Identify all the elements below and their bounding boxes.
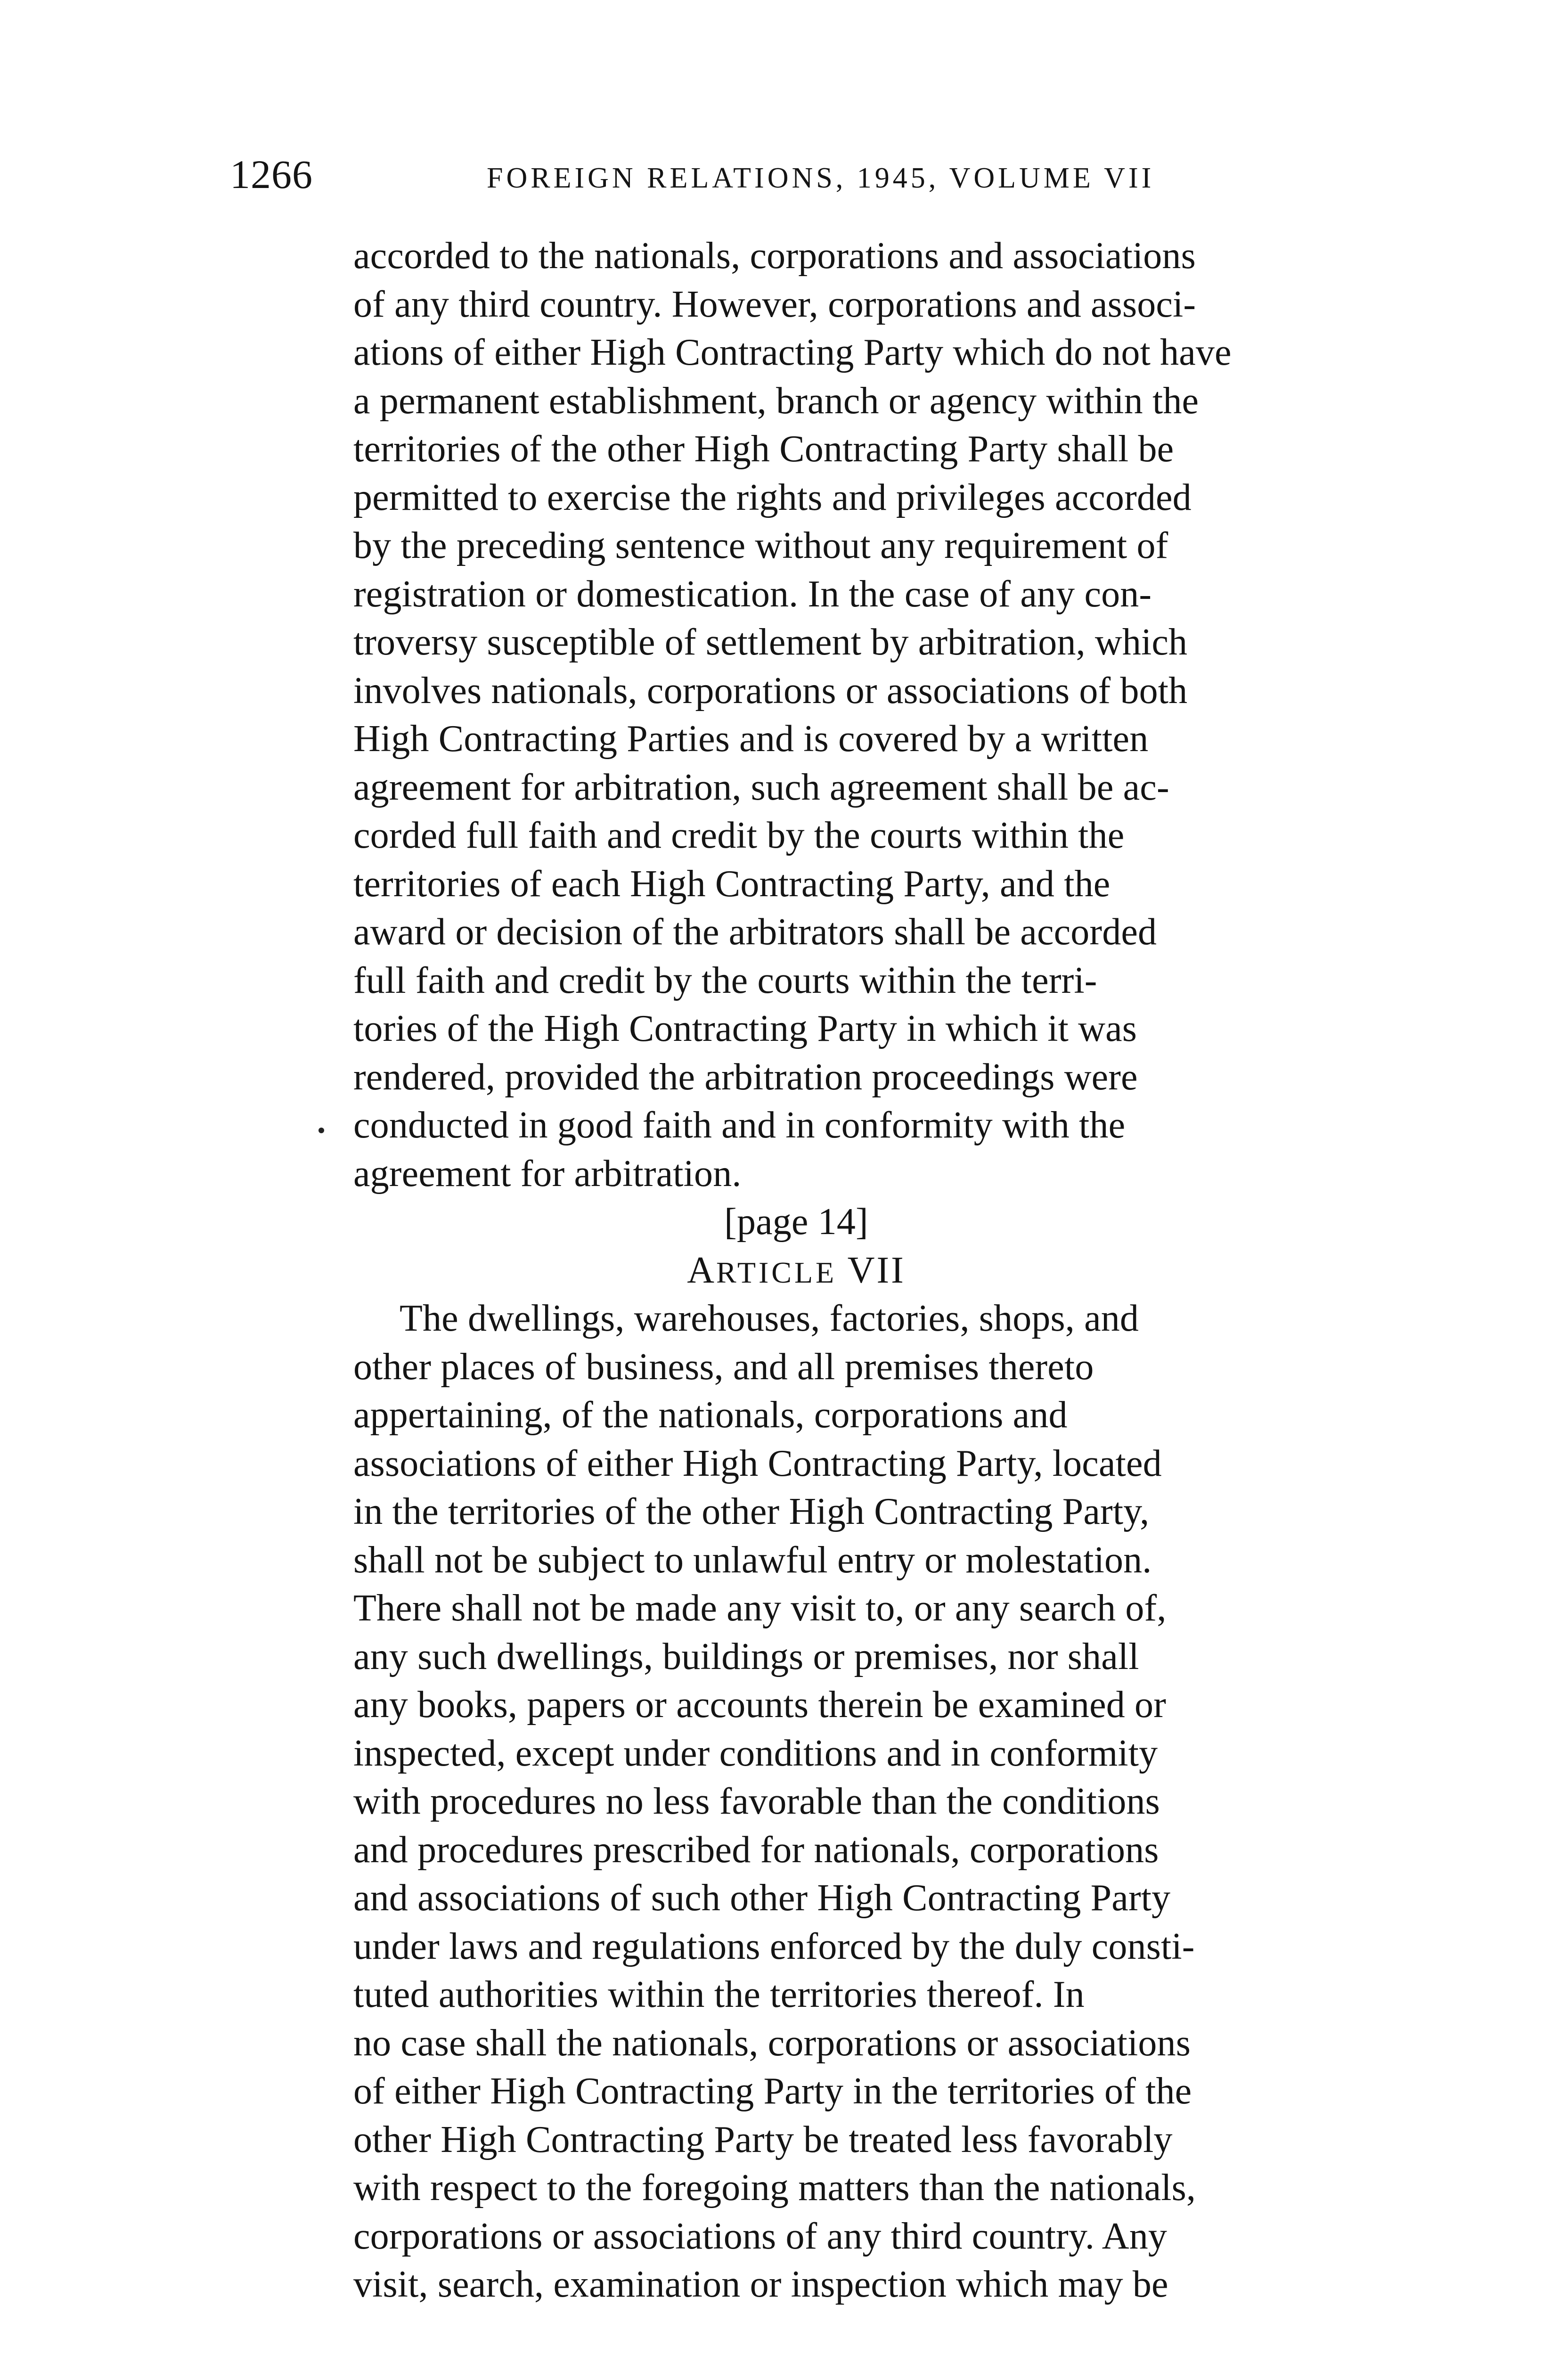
article-heading-numeral: VII	[847, 1249, 906, 1291]
article-text-line: appertaining, of the nationals, corporations and	[353, 1394, 1068, 1436]
article-text-line: with procedures no less favorable than the conditions	[353, 1781, 1160, 1822]
article-text-line: corporations or associations of any third country. Any	[353, 2215, 1168, 2257]
article-text-line: There shall not be made any visit to, or any search of,	[353, 1587, 1167, 1629]
text-line: territories of each High Contracting Party, and the	[353, 863, 1111, 905]
text-line: troversy susceptible of settlement by arbitration, which	[353, 622, 1188, 663]
article-text-line: visit, search, examination or inspection which may be	[353, 2264, 1168, 2305]
text-line: ations of either High Contracting Party which do not have	[353, 332, 1232, 373]
article-text-line: associations of either High Contracting Party, located	[353, 1442, 1162, 1484]
article-heading-small-caps: RTICLE	[716, 1255, 837, 1289]
body-text	[353, 232, 1366, 2309]
article-text-line: shall not be subject to unlawful entry or molestation.	[353, 1539, 1152, 1581]
article-text-line: under laws and regulations enforced by the duly consti-	[353, 1925, 1195, 1967]
article-text-line: no case shall the nationals, corporations or associations	[353, 2022, 1191, 2064]
article-heading	[353, 1246, 1239, 1295]
page-number: 1266	[230, 152, 313, 197]
text-line: territories of the other High Contracting Party shall be	[353, 428, 1174, 470]
article-text-line: tuted authorities within the territories thereof. In	[353, 1974, 1085, 2015]
article-text-line: with respect to the foregoing matters than the nationals,	[353, 2167, 1196, 2209]
text-line: corded full faith and credit by the courts within the	[353, 815, 1125, 856]
text-line: accorded to the nationals, corporations and associations	[353, 235, 1196, 277]
article-text-line: other High Contracting Party be treated less favorably	[353, 2119, 1173, 2160]
text-line: permitted to exercise the rights and privileges accorded	[353, 476, 1192, 518]
text-line: agreement for arbitration.	[353, 1153, 742, 1194]
article-text-line: in the territories of the other High Contracting Party,	[353, 1491, 1150, 1532]
page-marker: [page 14]	[724, 1201, 868, 1243]
article-heading-initial: A	[687, 1249, 717, 1291]
text-line: full faith and credit by the courts within the terri-	[353, 959, 1097, 1001]
text-line: by the preceding sentence without any requirement of	[353, 525, 1168, 566]
article-text-line: any such dwellings, buildings or premises, nor shall	[353, 1636, 1139, 1677]
article-text-line: other places of business, and all premises thereto	[353, 1346, 1094, 1388]
text-line: of any third country. However, corporations and associ-	[353, 283, 1196, 325]
text-line: High Contracting Parties and is covered by a written	[353, 718, 1149, 760]
article-text-line: of either High Contracting Party in the territories of the	[353, 2070, 1192, 2112]
article-text-line: and associations of such other High Contracting Party	[353, 1877, 1171, 1919]
text-line: a permanent establishment, branch or agency within the	[353, 380, 1199, 422]
text-line: award or decision of the arbitrators shall be accorded	[353, 911, 1157, 953]
text-line: agreement for arbitration, such agreement shall be ac-	[353, 766, 1169, 808]
running-head: FOREIGN RELATIONS, 1945, VOLUME VII	[487, 162, 1155, 194]
article-text-line: any books, papers or accounts therein be examined or	[353, 1684, 1166, 1726]
text-line: registration or domestication. In the case of any con-	[353, 573, 1152, 615]
text-line: conducted in good faith and in conformity with the	[353, 1104, 1126, 1146]
page-header	[230, 151, 1361, 207]
text-line: tories of the High Contracting Party in which it was	[353, 1008, 1137, 1049]
article-text-line: The dwellings, warehouses, factories, shops, and	[400, 1298, 1139, 1339]
article-text-line: inspected, except under conditions and in conformity	[353, 1732, 1158, 1774]
text-line: involves nationals, corporations or associations of both	[353, 670, 1188, 712]
margin-dot-mark	[318, 1128, 324, 1133]
article-text-line: and procedures prescribed for nationals, corporations	[353, 1829, 1159, 1871]
text-line: rendered, provided the arbitration proceedings were	[353, 1056, 1138, 1098]
